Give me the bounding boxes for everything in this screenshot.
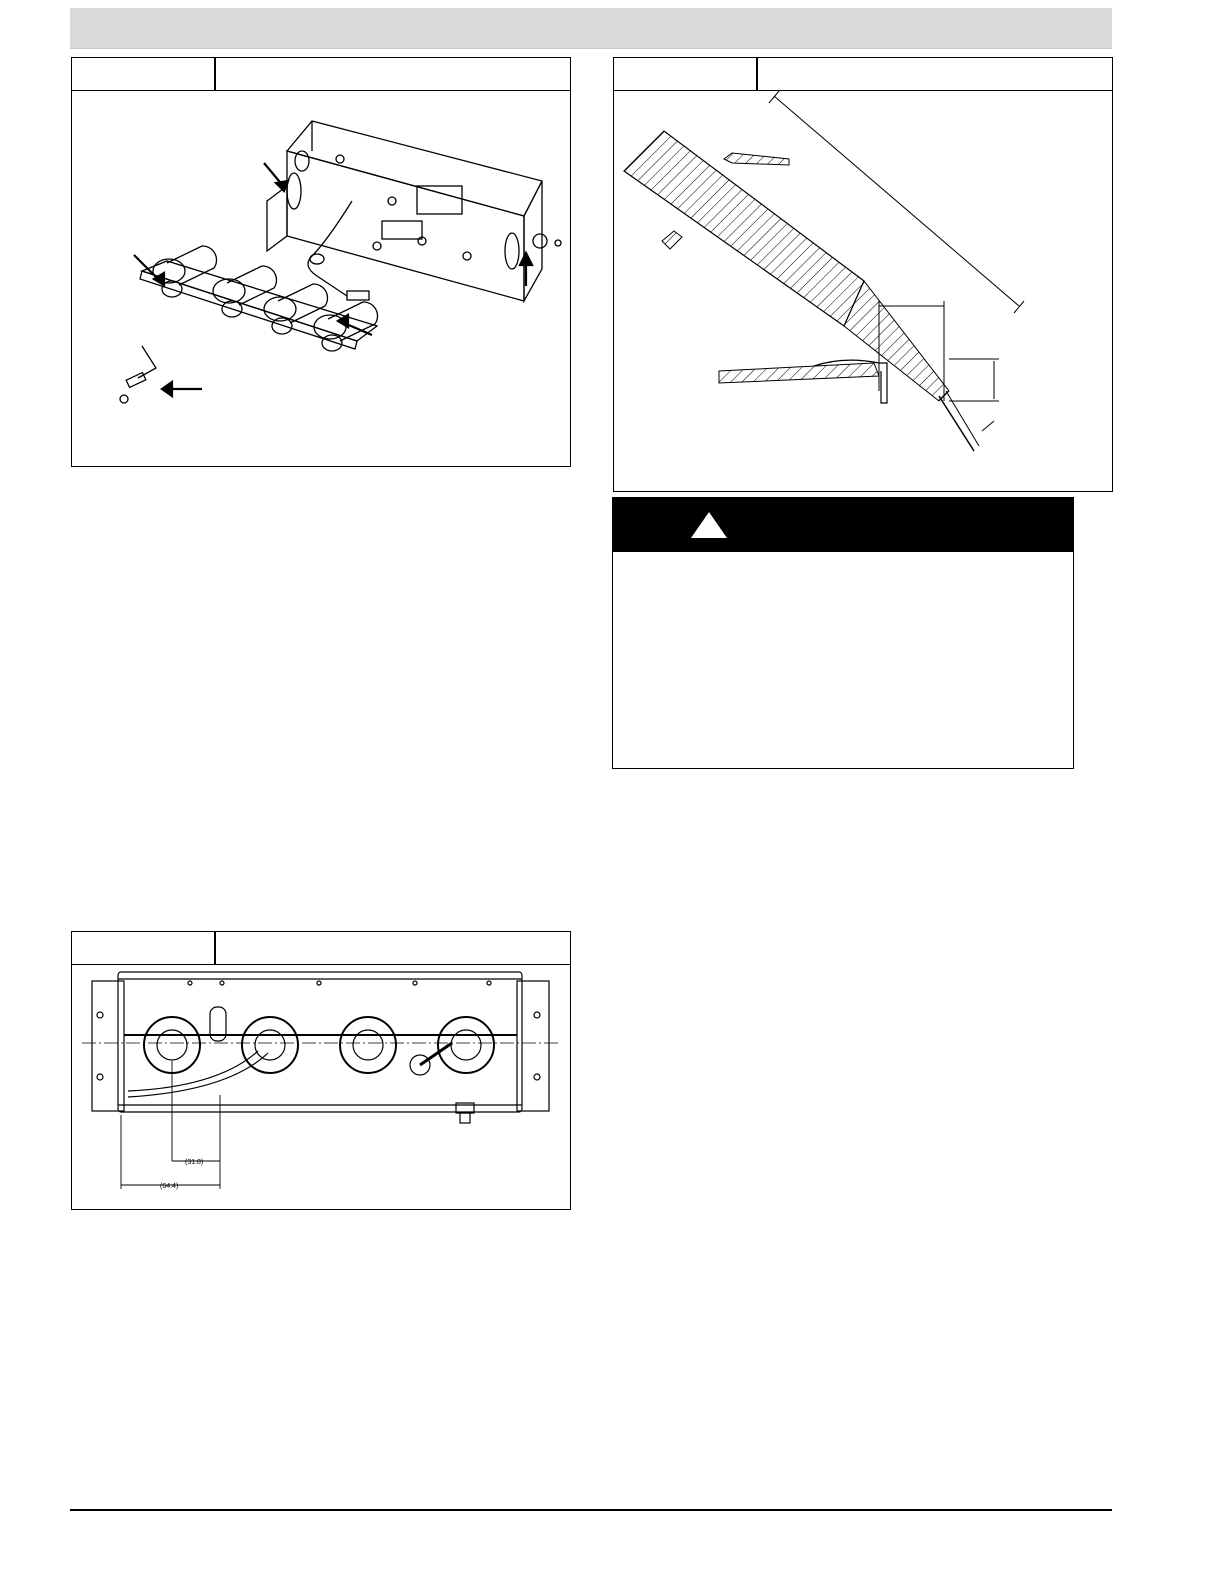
figure-header xyxy=(72,58,570,91)
page-header-bar xyxy=(70,8,1112,49)
dimension-label-64-4: (64.4) xyxy=(160,1183,179,1190)
warning-header xyxy=(613,498,1073,552)
spark-gap-drawing xyxy=(614,91,1111,491)
burner-top-view-drawing xyxy=(72,965,569,1209)
dimension-label-31-8: (31.8) xyxy=(185,1159,204,1166)
warning-box xyxy=(612,497,1074,769)
figure-header xyxy=(614,58,1112,91)
burner-assembly-drawing xyxy=(72,91,569,466)
figure-burner-top-view xyxy=(71,931,571,1210)
figure-header xyxy=(72,932,570,965)
figure-burner-assembly xyxy=(71,57,571,467)
warning-triangle-icon xyxy=(689,510,729,540)
figure-spark-gap xyxy=(613,57,1113,492)
footer-rule xyxy=(70,1509,1112,1511)
